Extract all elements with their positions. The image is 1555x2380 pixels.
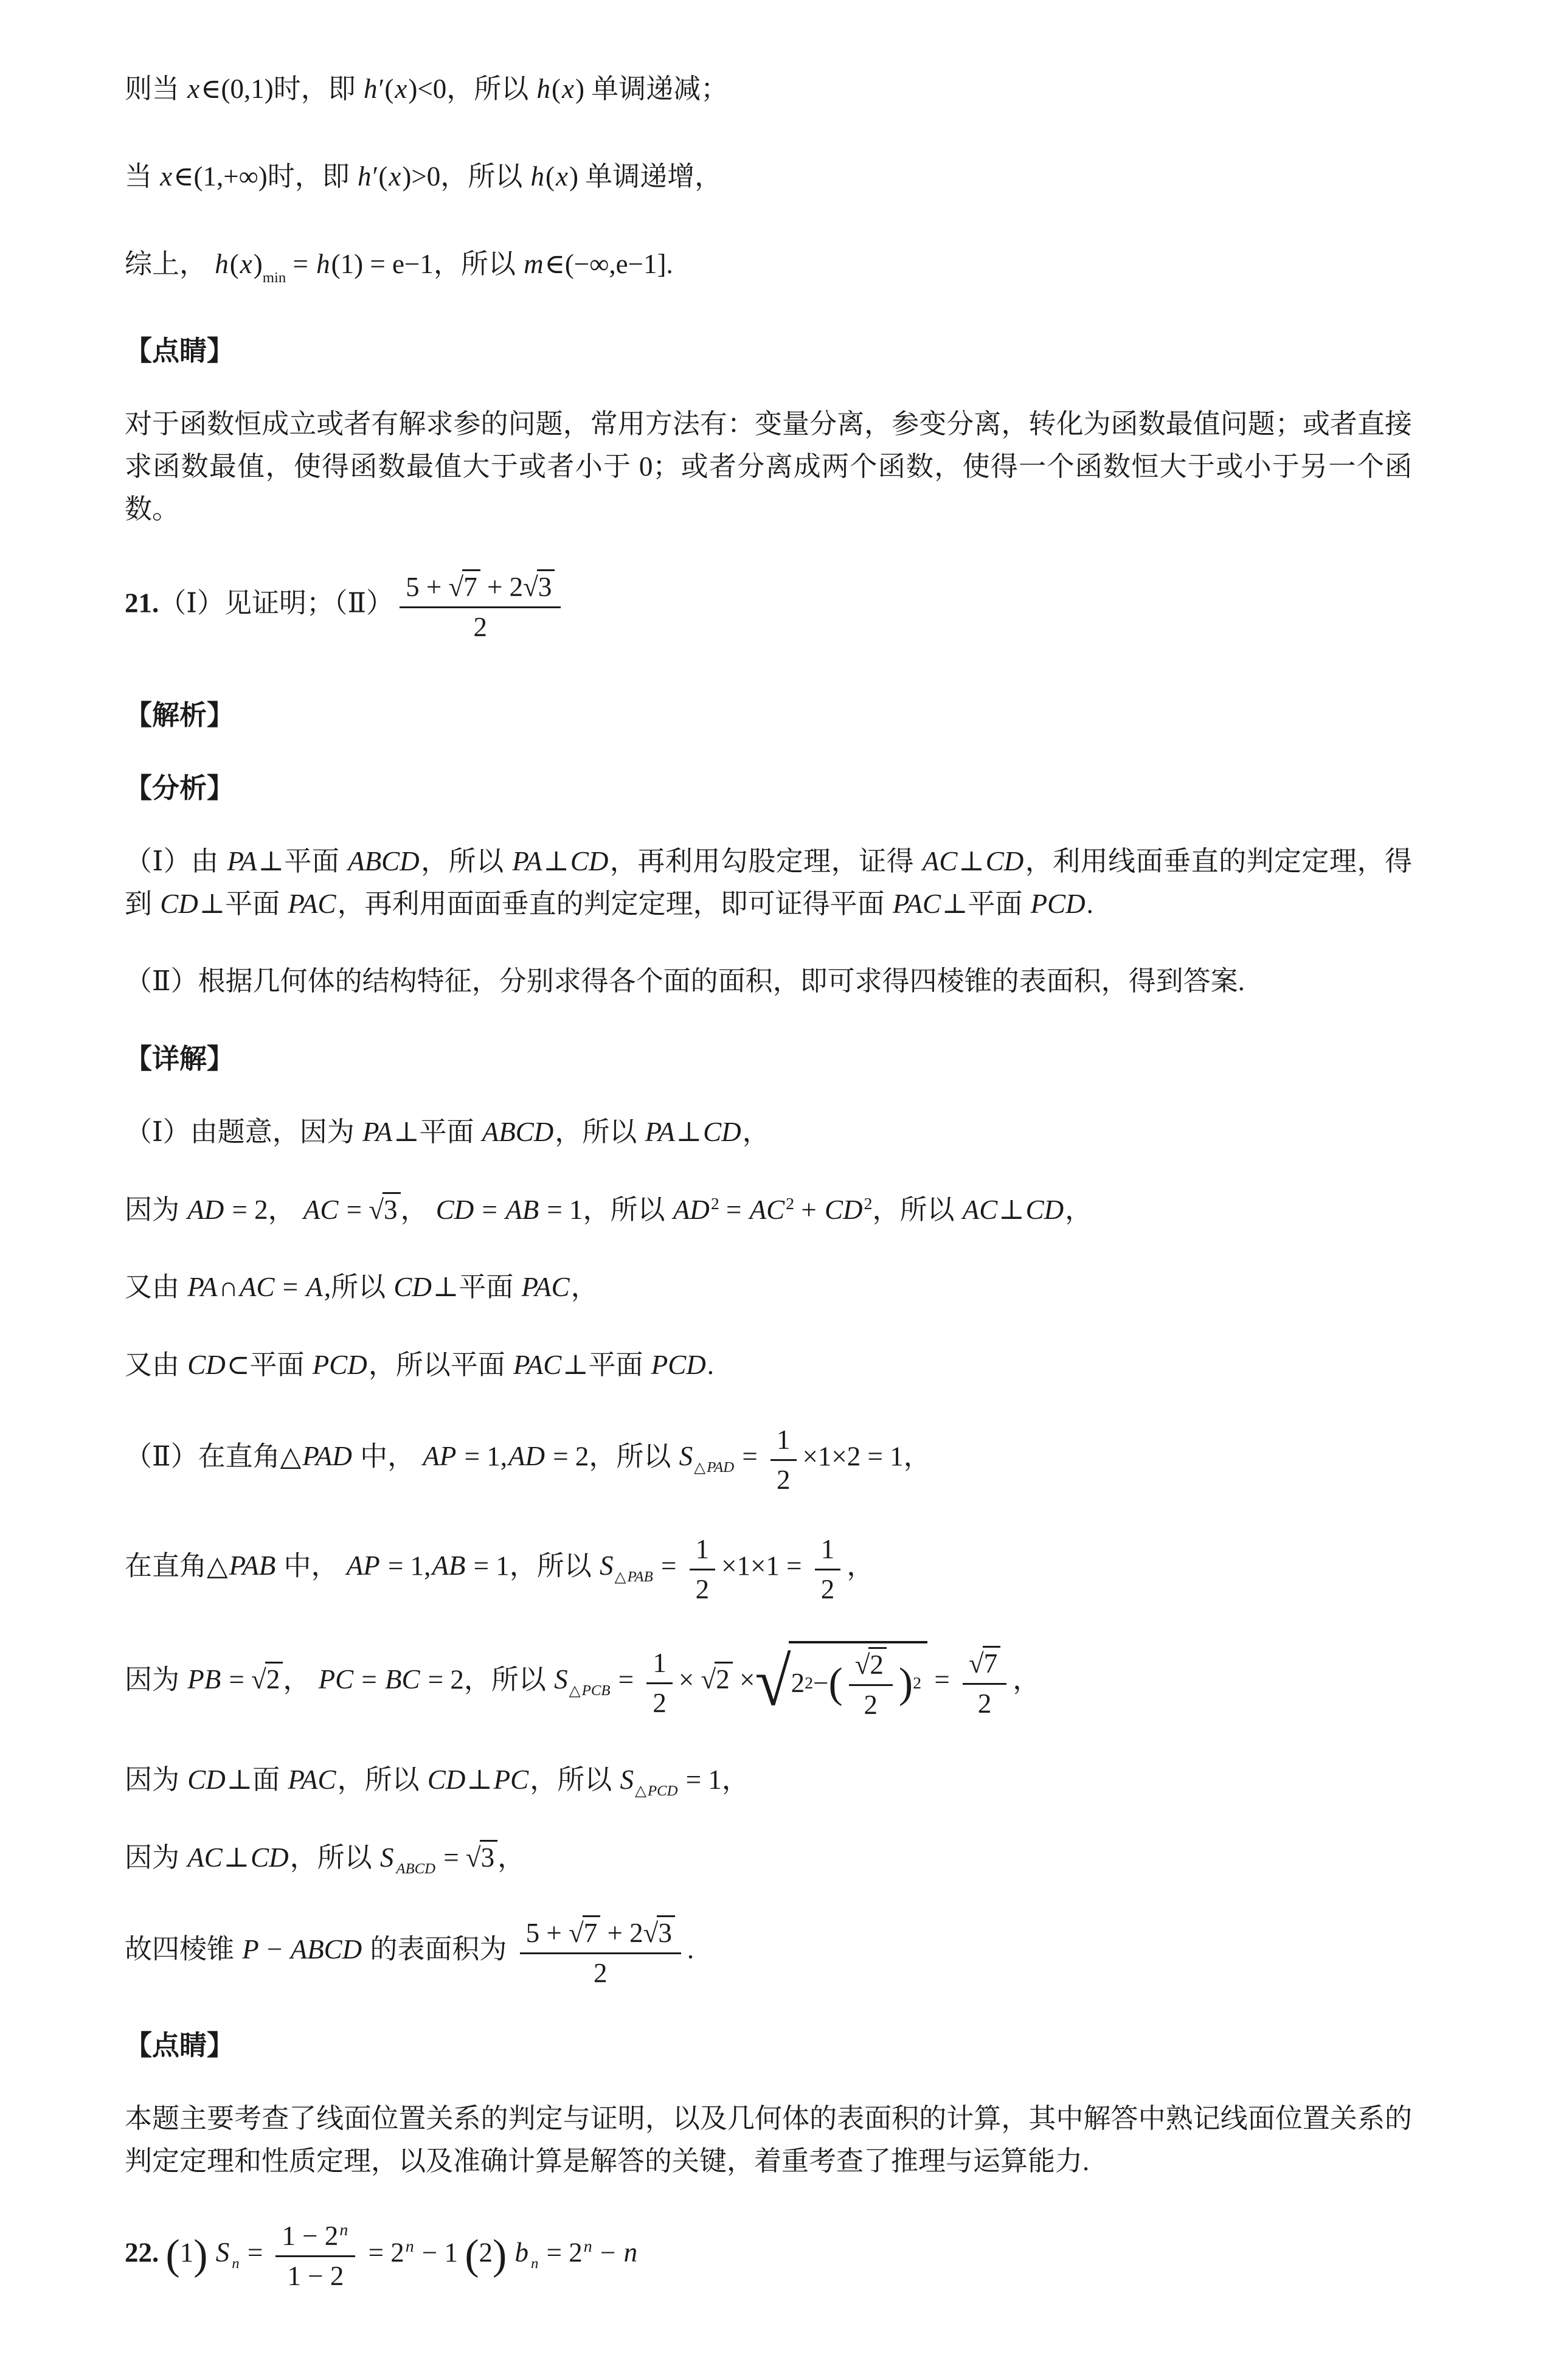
detail-step-3: 又由 PA∩AC = A,所以 CD⊥平面 PAC，: [125, 1272, 598, 1303]
section-heading-fenxi: 【分析】: [125, 773, 235, 803]
detail-step-9: 因为 AC⊥CD，所以 S $_{ABCD}$ = √3 ，: [125, 1837, 1412, 1879]
analysis-part2: （Ⅱ）根据几何体的结构特征，分别求得各个面的面积，即可求得四棱锥的表面积，得到答案.: [125, 966, 1245, 997]
detail-step-8: 因为 CD⊥面 PAC，所以 CD⊥PC，所以 $S_{\triangle PCD} = 1$，: [125, 1764, 749, 1799]
detail-step-6: 在直角△PAB 中， AP = 1,AB = 1，所以 $S_{\triangle PAB}$ = $\frac{1}{2}$ ×1×1 = $\frac{1}{2}$ ，: [125, 1532, 1412, 1606]
paragraph-dianjing-methods: 对于函数恒成立或者有解求参的问题，常用方法有：变量分离，参变分离，转化为函数最值问题；或者直接求函数最值，使得函数最值大于或者小于 0；或者分离成两个函数，使得一个函数恒大于或小于另一个函数。: [125, 409, 1412, 524]
solution-line-h-min-conclusion: 综上， $h(x)_{min} = h(1) = e-1$，所以 m∈(−∞,e−1].: [125, 248, 673, 286]
solution-line-h-increasing: 当 x∈(1,+∞)时，即 h′(x)>0，所以 h(x) 单调递增，: [125, 161, 722, 192]
answer-21: 21.（Ⅰ）见证明；（Ⅱ） $\frac{5 + √7 + 2√3}{2}$: [125, 568, 1412, 644]
answer-22: 22. (1) S $_n$ = $\frac{1 - 2^n}{1 - 2}$ = $2^n - 1$ (2) b $_n = 2^n - n$: [125, 2218, 1412, 2292]
detail-step-5: （Ⅱ）在直角△PAD 中， AP = 1,AD = 2，所以 $S_{\triangle PAD}$ = $\frac{1}{2}$ ×1×2 = 1，: [125, 1422, 1412, 1496]
detail-step-1: （Ⅰ）由题意，因为 PA⊥平面 ABCD，所以 PA⊥CD，: [125, 1116, 770, 1147]
section-heading-dianjing-2: 【点睛】: [125, 2030, 235, 2061]
section-heading-jiexi: 【解析】: [125, 700, 235, 731]
detail-step-10-surface-area: 故四棱锥 P − ABCD 的表面积为 $\frac{5 + √7 + 2√3}{2}$ .: [125, 1914, 1412, 1990]
analysis-part1: （Ⅰ）由 PA⊥平面 ABCD，所以 PA⊥CD，再利用勾股定理，证得 AC⊥CD，利用线面垂直的判定定理，得到 CD⊥平面 PAC，再利用面面垂直的判定定理，即可证得平面 PAC⊥平面 PCD.: [125, 845, 1412, 919]
paragraph-dianjing-summary: 本题主要考查了线面位置关系的判定与证明，以及几何体的表面积的计算，其中解答中熟记线面位置关系的判定定理和性质定理，以及准确计算是解答的关键，着重考查了推理与运算能力.: [125, 2103, 1412, 2176]
detail-step-2: 因为 AD = 2， AC = √3 ， CD = AB = 1，所以 $AD^2 = AC^2 + CD^2$，所以 AC⊥CD，: [125, 1189, 1412, 1232]
section-heading-xiangjie: 【详解】: [125, 1044, 235, 1074]
solution-line-h-decreasing: 则当 x∈(0,1)时，即 h′(x)<0，所以 h(x) 单调递减；: [125, 74, 729, 104]
section-heading-dianjing-1: 【点睛】: [125, 336, 235, 367]
detail-step-7: 因为 PB = √2 ， PC = BC = 2，所以 $S_{\triangle PCB}$ = $\frac{1}{2}$ × √2 × √ 2 2 − ( $\frac{√2}{2}$ ) 2 = $\frac{√7}{2}$ ，: [125, 1641, 1412, 1724]
detail-step-4: 又由 CD⊂平面 PCD，所以平面 PAC⊥平面 PCD.: [125, 1350, 715, 1380]
